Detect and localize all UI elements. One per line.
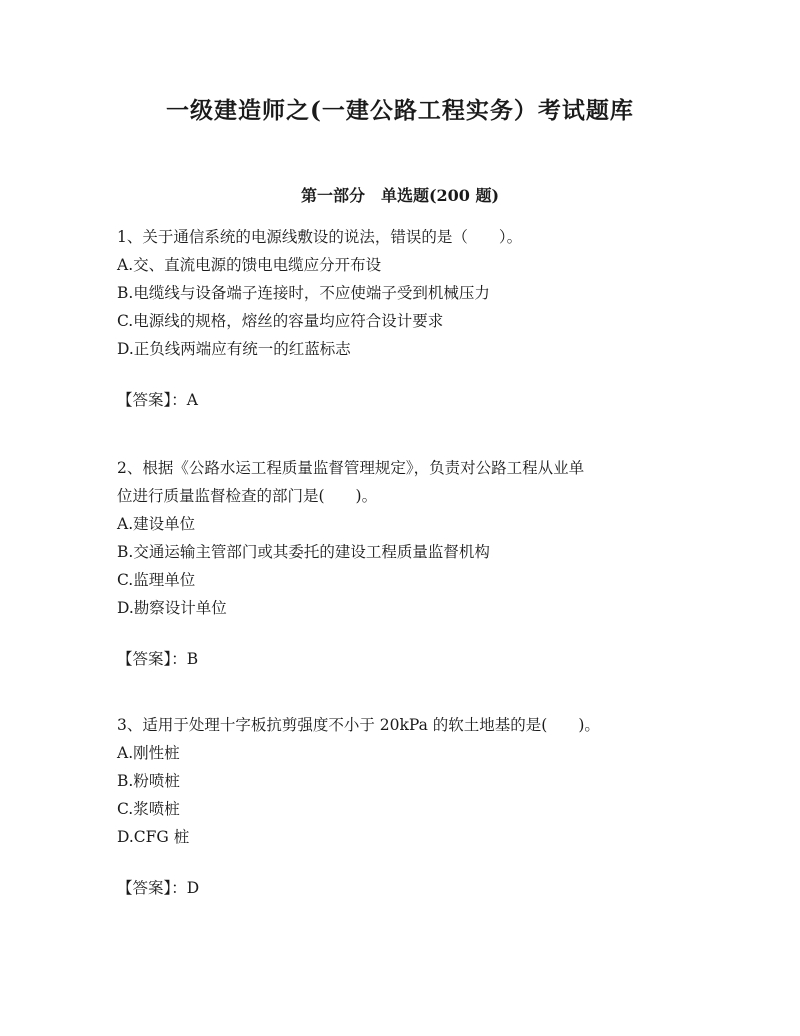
question-3-option-b: B.粉喷桩 [117, 772, 180, 790]
question-1-option-b: B.电缆线与设备端子连接时，不应使端子受到机械压力 [117, 284, 490, 302]
question-3 [117, 711, 697, 851]
question-2-answer: 【答案】：B [117, 650, 199, 668]
question-2-option-b: B.交通运输主管部门或其委托的建设工程质量监督机构 [117, 543, 490, 561]
question-3-stem: 3、适用于处理十字板抗剪强度不小于 20kPa 的软土地基的是( )。 [117, 716, 600, 734]
question-2-option-c: C.监理单位 [117, 571, 196, 589]
question-1-stem: 1、关于通信系统的电源线敷设的说法，错误的是（ ）。 [117, 228, 523, 246]
question-2-option-a: A.建设单位 [117, 515, 196, 533]
section-title: 第一部分 单选题(200 题) [300, 186, 500, 205]
question-1 [117, 223, 697, 363]
question-2-option-d: D.勘察设计单位 [117, 599, 227, 617]
question-1-option-d: D.正负线两端应有统一的红蓝标志 [117, 340, 351, 358]
question-1-option-a: A.交、直流电源的馈电电缆应分开布设 [117, 256, 382, 274]
document-title: 一级建造师之(一建公路工程实务）考试题库 [166, 97, 634, 124]
question-2-stem-line-1: 2、根据《公路水运工程质量监督管理规定》，负责对公路工程从业单 [117, 459, 585, 477]
question-3-option-c: C.浆喷桩 [117, 800, 180, 818]
question-2-stem-line-2: 位进行质量监督检查的部门是( )。 [117, 487, 378, 505]
question-1-option-c: C.电源线的规格，熔丝的容量均应符合设计要求 [117, 312, 444, 330]
question-1-answer: 【答案】：A [117, 391, 198, 409]
question-3-option-a: A.刚性桩 [117, 744, 180, 762]
question-3-answer: 【答案】：D [117, 879, 200, 897]
question-3-option-d: D.CFG 桩 [117, 828, 190, 846]
question-2 [117, 454, 697, 622]
